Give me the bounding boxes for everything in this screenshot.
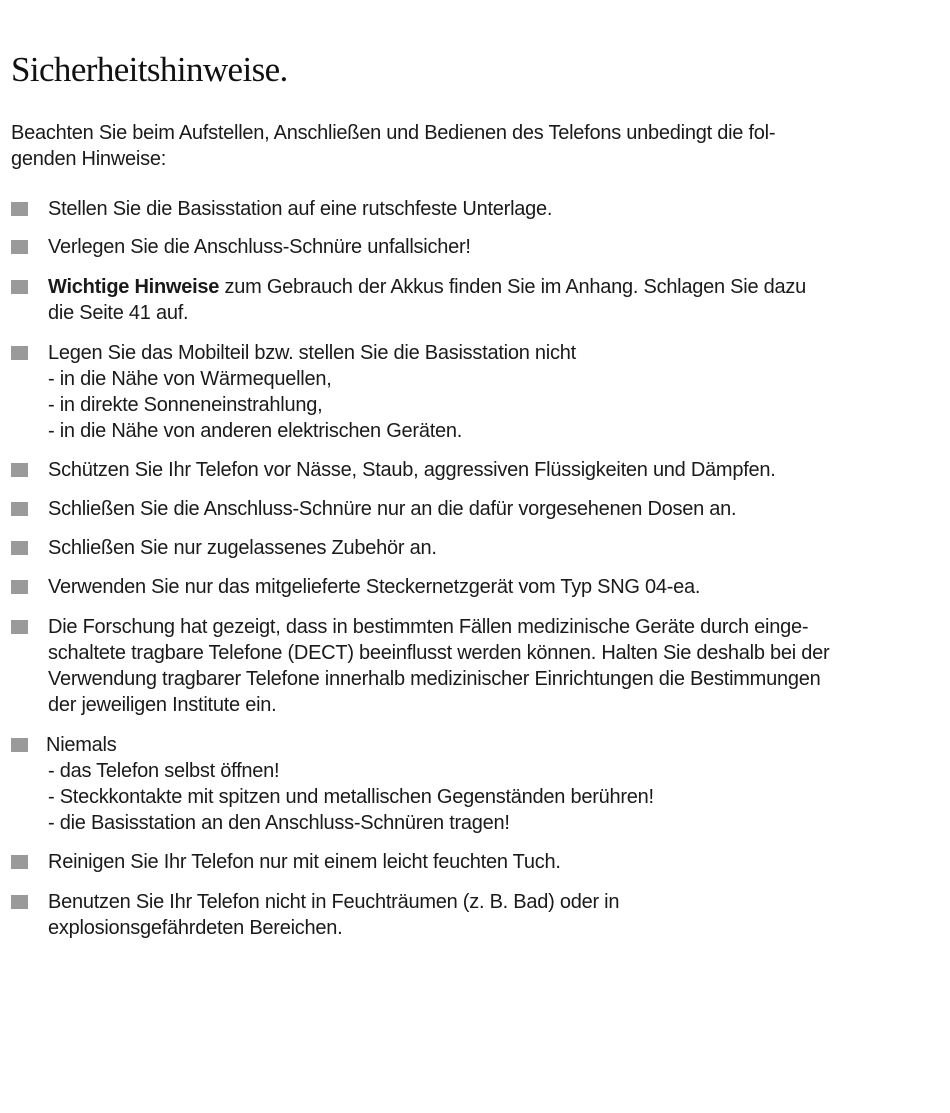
list-item-text: Legen Sie das Mobilteil bzw. stellen Sie die Basisstation nicht <box>48 342 576 364</box>
list-item-subline: - Steckkontakte mit spitzen und metallischen Gegenständen berühren! <box>48 786 654 808</box>
square-bullet-icon <box>11 280 28 294</box>
square-bullet-icon <box>11 541 28 555</box>
list-item-text: Reinigen Sie Ihr Telefon nur mit einem leicht feuchten Tuch. <box>48 851 561 873</box>
square-bullet-icon <box>11 620 28 634</box>
square-bullet-icon <box>11 738 28 752</box>
list-item-subline: - in direkte Sonneneinstrahlung, <box>48 394 323 416</box>
list-item-text: Schützen Sie Ihr Telefon vor Nässe, Staub, aggressiven Flüssigkeiten und Dämpfen. <box>48 459 776 481</box>
intro-line: genden Hinweise: <box>11 148 166 170</box>
list-item-text: der jeweiligen Institute ein. <box>48 694 277 716</box>
square-bullet-icon <box>11 202 28 216</box>
list-item-text: die Seite 41 auf. <box>48 302 189 324</box>
list-item-text: schaltete tragbare Telefone (DECT) beeinflusst werden können. Halten Sie deshalb bei der <box>48 642 830 664</box>
square-bullet-icon <box>11 855 28 869</box>
list-item-subline: - in die Nähe von Wärmequellen, <box>48 368 332 390</box>
list-item-text: Schließen Sie nur zugelassenes Zubehör an. <box>48 537 437 559</box>
list-item-subline: - das Telefon selbst öffnen! <box>48 760 280 782</box>
square-bullet-icon <box>11 463 28 477</box>
list-item-text: Verwenden Sie nur das mitgelieferte Steckernetzgerät vom Typ SNG 04-ea. <box>48 576 701 598</box>
list-item-subline: - in die Nähe von anderen elektrischen Geräten. <box>48 420 463 442</box>
intro-line: Beachten Sie beim Aufstellen, Anschließen und Bedienen des Telefons unbedingt die fol- <box>11 122 776 144</box>
list-item-text: Die Forschung hat gezeigt, dass in bestimmten Fällen medizinische Geräte durch einge- <box>48 616 809 638</box>
square-bullet-icon <box>11 346 28 360</box>
list-item-text: Niemals <box>46 734 117 756</box>
list-item-text: Stellen Sie die Basisstation auf eine rutschfeste Unterlage. <box>48 198 553 220</box>
intro-paragraph <box>11 120 861 172</box>
square-bullet-icon <box>11 240 28 254</box>
square-bullet-icon <box>11 502 28 516</box>
list-item-text: Schließen Sie die Anschluss-Schnüre nur an die dafür vorgesehenen Dosen an. <box>48 498 737 520</box>
list-item-text: Verwendung tragbarer Telefone innerhalb medizinischer Einrichtungen die Bestimmungen <box>48 668 821 690</box>
square-bullet-icon <box>11 895 28 909</box>
list-item-emphasis: Wichtige Hinweise <box>48 276 220 298</box>
list-item-text: Benutzen Sie Ihr Telefon nicht in Feuchträumen (z. B. Bad) oder in <box>48 891 620 913</box>
square-bullet-icon <box>11 580 28 594</box>
list-item-text: zum Gebrauch der Akkus finden Sie im Anhang. Schlagen Sie dazu <box>219 276 807 298</box>
list-item-subline: - die Basisstation an den Anschluss-Schnüren tragen! <box>48 812 510 834</box>
list-item-text: Verlegen Sie die Anschluss-Schnüre unfallsicher! <box>48 236 471 258</box>
list-item-text: explosionsgefährdeten Bereichen. <box>48 917 343 939</box>
page-title: Sicherheitshinweise. <box>11 50 288 89</box>
